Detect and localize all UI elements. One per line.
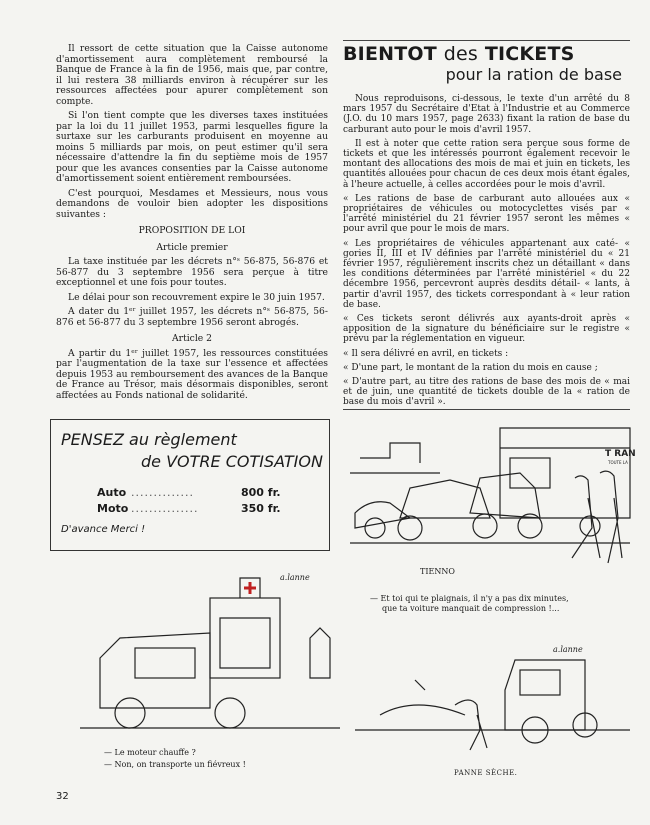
artist-signature: a.lanne	[280, 573, 310, 582]
paragraph: A dater du 1ᵉʳ juillet 1957, les décrets n°ˢ 56-875, 56-876 et 56-877 du 3 septembre 1956 seront abrogés.	[56, 306, 328, 328]
artist-signature: a.lanne	[553, 645, 583, 654]
paragraph: A partir du 1ᵉʳ juillet 1957, les ressources constituées par l'augmentation de la taxe sur l'essence et affectées depuis 1953 au remboursement des avances de la Banque de France au Trésor, mais désormais disponibles, seront affectées au Fonds national de solidarité.	[56, 347, 328, 401]
cartoon-caption: — Le moteur chauffe ? — Non, on transporte un fiévreux !	[104, 748, 246, 769]
quote-paragraph: « Ces tickets seront délivrés aux ayants-droit après « apposition de la signature du bénéficiaire sur le registre « prévu par la réglementation en vigueur.	[343, 314, 630, 345]
section-heading: PROPOSITION DE LOI	[138, 225, 246, 236]
notice-line-1: PENSEZ au règlement	[61, 430, 237, 449]
truck-sign-text: T RAN	[605, 449, 636, 459]
article-title: Article 2	[172, 333, 212, 344]
cartoon-dry-fuel-illustration	[355, 640, 630, 755]
article-subheadline: pour la ration de base	[445, 65, 622, 84]
artist-signature: TIENNO	[420, 567, 455, 576]
paragraph: Il est à noter que cette ration sera perçue sous forme de tickets et que les intéressés pourront également recevoir le montant des allocations des mois de mai et juin en tickets, les quantités allouées pour chacun de ces deux mois étant égales, à l'heure actuelle, à celles accordées pour le mois d'avril.	[343, 138, 630, 190]
quote-paragraph: « Les rations de base de carburant auto allouées aux « propriétaires de véhicules ou motocyclettes visés par « l'arrêté ministériel du 21 février 1957 seront les mêmes « pour avril que pour le mois de mars.	[343, 193, 630, 235]
left-column	[56, 44, 328, 405]
paragraph: Le délai pour son recouvrement expire le 30 juin 1957.	[68, 291, 325, 303]
quote-paragraph: « D'autre part, au titre des rations de base des mois de « mai et de juin, une quantité de tickets double de la « ration de base du mois d'avril ».	[343, 377, 630, 408]
paragraph: C'est pourquoi, Mesdames et Messieurs, nous vous demandons de vouloir bien adopter les dispositions suivantes :	[56, 187, 328, 220]
thanks-line: D'avance Merci !	[61, 524, 146, 535]
quote-paragraph: « D'une part, le montant de la ration du mois en cause ;	[343, 362, 598, 373]
cartoon-caption: — Et toi qui te plaignais, il n'y a pas dix minutes, que ta voiture manquait de compression !...	[370, 594, 569, 613]
paragraph: Il ressort de cette situation que la Caisse autonome d'amortissement aura complètement remboursé la Banque de France à la fin de 1956, mais que, par contre, il lui restera 38 milliards environ à récupérer sur les ressources affectées pour apurer complètement son compte.	[56, 43, 328, 107]
bottom-rule	[343, 409, 630, 410]
price-row-auto: Auto .............. 800 fr.	[97, 486, 281, 499]
truck-sign-subtext: TOUTE LA	[608, 460, 628, 465]
price-row-moto: Moto ............... 350 fr.	[97, 502, 281, 515]
article-headline: BIENTOT des TICKETS	[343, 43, 575, 65]
top-rule	[343, 40, 630, 41]
cartoon-traffic-illustration	[350, 418, 636, 578]
quote-paragraph: « Il sera délivré en avril, en tickets :	[343, 348, 509, 359]
notice-line-2: de VOTRE COTISATION	[141, 452, 323, 471]
paragraph: Nous reproduisons, ci-dessous, le texte d'un arrêté du 8 mars 1957 du Secrétaire d'Etat à l'Industrie et au Commerce (J.O. du 10 mars 1957, page 2633) fixant la ration de base du carburant auto pour le mois d'avril 1957.	[343, 94, 630, 135]
article-title: Article premier	[156, 241, 228, 253]
cartoon-ambulance-illustration	[80, 568, 340, 743]
cotisation-notice-box	[50, 419, 330, 551]
right-column	[343, 44, 630, 412]
paragraph: Si l'on tient compte que les diverses taxes instituées par la loi du 11 juillet 1953, parmi lesquelles figure la surtaxe sur les carburants produisent en moyenne au moins 5 milliards par mois, on peut estimer qu'il sera nécessaire d'attendre la fin du septième mois de 1957 pour que les avances consenties par la Caisse autonome d'amortissement soient entièrement remboursées.	[56, 110, 328, 184]
page-number: 32	[56, 791, 69, 802]
quote-paragraph: « Les propriétaires de véhicules appartenant aux caté- « gories II, III et IV définies par l'arrêté ministériel du « 21 février 1957, régulièrement inscrits chez un détaillant « dans les conditions déterminées par l'arrêté ministériel « du 22 décembre 1956, percevront auprès desdits détail- « lants, à partir d'avril 1957, des tickets correspondant à « leur ration de base.	[343, 238, 630, 310]
cartoon-caption: PANNE SÈCHE.	[454, 769, 518, 777]
paragraph: La taxe instituée par les décrets n°ˢ 56-875, 56-876 et 56-877 du 3 septembre 1956 sera perçue à titre exceptionnel et une fois pour toutes.	[56, 256, 328, 288]
